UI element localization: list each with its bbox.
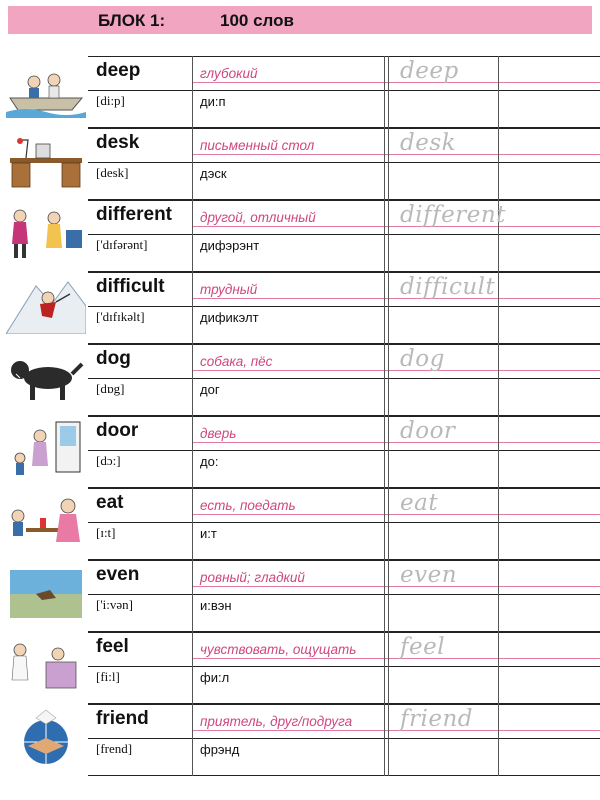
transcription: ['dɪfɪkəlt] xyxy=(96,309,145,324)
table-rule xyxy=(88,56,600,57)
table-rule xyxy=(192,200,193,272)
desk-icon xyxy=(6,132,86,190)
table-rule xyxy=(88,306,600,307)
table-rule xyxy=(384,704,385,776)
table-rule xyxy=(192,272,193,344)
russian-translation: приятель, друг/подруга xyxy=(200,714,353,729)
english-word: difficult xyxy=(96,276,165,297)
vocab-row xyxy=(0,344,600,416)
word-count: 100 слов xyxy=(220,11,294,30)
russian-pronunciation: дэск xyxy=(200,166,227,181)
table-rule xyxy=(192,416,193,488)
doctor-icon xyxy=(6,636,86,694)
table-rule xyxy=(88,738,600,739)
table-rule xyxy=(88,128,600,129)
handwriting-sample: difficult xyxy=(400,274,496,300)
table-rule xyxy=(498,128,499,200)
english-word: eat xyxy=(96,492,124,513)
transcription: ['dɪfərənt] xyxy=(96,237,148,252)
table-rule xyxy=(88,272,600,273)
climber-icon xyxy=(6,276,86,334)
table-rule xyxy=(192,704,193,776)
door-icon xyxy=(6,420,86,478)
russian-translation: дверь xyxy=(200,426,237,441)
table-rule xyxy=(88,200,600,201)
table-rule xyxy=(88,416,600,417)
table-rule xyxy=(384,56,385,128)
table-rule xyxy=(388,200,389,272)
handwriting-sample: even xyxy=(400,562,458,588)
vocab-row xyxy=(0,200,600,272)
table-rule xyxy=(88,594,600,595)
english-word: desk xyxy=(96,132,140,153)
handwriting-sample: eat xyxy=(400,490,439,516)
english-word: deep xyxy=(96,60,141,81)
table-rule xyxy=(384,416,385,488)
block-header xyxy=(8,6,592,34)
transcription: [frend] xyxy=(96,741,133,756)
handwriting-sample: friend xyxy=(400,706,474,732)
vocab-row xyxy=(0,560,600,632)
table-rule xyxy=(388,632,389,704)
table-rule xyxy=(88,632,600,633)
table-rule xyxy=(388,704,389,776)
table-rule xyxy=(192,658,600,659)
vocab-row xyxy=(0,416,600,488)
table-rule xyxy=(388,560,389,632)
table-rule xyxy=(384,272,385,344)
table-rule xyxy=(498,56,499,128)
table-rule xyxy=(192,560,193,632)
transcription: [fi:l] xyxy=(96,669,120,684)
english-word: feel xyxy=(96,636,129,657)
table-rule xyxy=(388,272,389,344)
handwriting-sample: desk xyxy=(400,130,457,156)
vocab-row xyxy=(0,632,600,704)
table-rule xyxy=(498,416,499,488)
russian-pronunciation: фи:л xyxy=(200,670,230,685)
handwriting-sample: different xyxy=(400,202,506,228)
eating-icon xyxy=(6,492,86,550)
table-rule xyxy=(192,632,193,704)
russian-translation: есть, поедать xyxy=(200,498,296,513)
table-rule xyxy=(88,344,600,345)
russian-translation: ровный; гладкий xyxy=(200,570,305,585)
table-rule xyxy=(498,704,499,776)
block-title: БЛОК 1: xyxy=(98,11,166,30)
table-rule xyxy=(88,775,600,776)
vocab-row xyxy=(0,56,600,128)
table-rule xyxy=(192,154,600,155)
table-rule xyxy=(88,234,600,235)
table-rule xyxy=(384,560,385,632)
transcription: [di:p] xyxy=(96,93,125,108)
handwriting-sample: dog xyxy=(400,346,445,372)
table-rule xyxy=(388,128,389,200)
russian-translation: собака, пёс xyxy=(200,354,273,369)
table-rule xyxy=(498,272,499,344)
people-icon xyxy=(6,204,86,262)
table-rule xyxy=(498,632,499,704)
russian-translation: глубокий xyxy=(200,66,258,81)
table-rule xyxy=(192,56,193,128)
russian-pronunciation: фрэнд xyxy=(200,742,240,757)
vocab-row xyxy=(0,272,600,344)
russian-pronunciation: и:вэн xyxy=(200,598,232,613)
table-rule xyxy=(384,488,385,560)
table-rule xyxy=(498,488,499,560)
table-rule xyxy=(388,344,389,416)
table-rule xyxy=(384,632,385,704)
table-rule xyxy=(192,128,193,200)
russian-pronunciation: ди:п xyxy=(200,94,226,109)
english-word: even xyxy=(96,564,140,585)
transcription: [dɔ:] xyxy=(96,453,121,468)
table-rule xyxy=(388,416,389,488)
transcription: [ɪ:t] xyxy=(96,525,116,540)
handshake-globe-icon xyxy=(6,708,86,766)
vocab-row xyxy=(0,704,600,776)
handwriting-sample: door xyxy=(400,418,456,444)
russian-translation: письменный стол xyxy=(200,138,315,153)
table-rule xyxy=(88,560,600,561)
transcription: [dɒg] xyxy=(96,381,125,396)
russian-translation: другой, отличный xyxy=(200,210,316,225)
table-rule xyxy=(384,200,385,272)
table-rule xyxy=(192,488,193,560)
russian-translation: трудный xyxy=(200,282,258,297)
table-rule xyxy=(192,82,600,83)
table-rule xyxy=(388,488,389,560)
table-rule xyxy=(192,226,600,227)
handwriting-sample: feel xyxy=(400,634,446,660)
table-rule xyxy=(88,488,600,489)
water-icon xyxy=(6,564,86,622)
english-word: dog xyxy=(96,348,131,369)
table-rule xyxy=(88,90,600,91)
transcription: [desk] xyxy=(96,165,129,180)
table-rule xyxy=(192,344,193,416)
table-rule xyxy=(498,560,499,632)
table-rule xyxy=(88,378,600,379)
table-rule xyxy=(88,704,600,705)
table-rule xyxy=(498,344,499,416)
table-rule xyxy=(388,56,389,128)
table-rule xyxy=(384,128,385,200)
table-rule xyxy=(88,522,600,523)
russian-translation: чувствовать, ощущать xyxy=(200,642,357,657)
table-rule xyxy=(192,730,600,731)
russian-pronunciation: и:т xyxy=(200,526,217,541)
table-rule xyxy=(88,666,600,667)
vocab-row xyxy=(0,128,600,200)
vocab-row xyxy=(0,488,600,560)
transcription: ['i:vən] xyxy=(96,597,133,612)
boat-fishing-icon xyxy=(6,60,86,118)
english-word: different xyxy=(96,204,172,225)
dog-icon xyxy=(6,348,86,406)
table-rule xyxy=(192,298,600,299)
table-rule xyxy=(384,344,385,416)
russian-pronunciation: дификэлт xyxy=(200,310,259,325)
russian-pronunciation: дифэрэнт xyxy=(200,238,260,253)
russian-pronunciation: дог xyxy=(200,382,220,397)
table-rule xyxy=(192,442,600,443)
english-word: friend xyxy=(96,708,149,729)
table-rule xyxy=(192,514,600,515)
table-rule xyxy=(192,370,600,371)
table-rule xyxy=(192,586,600,587)
table-rule xyxy=(88,450,600,451)
handwriting-sample: deep xyxy=(400,58,459,84)
table-rule xyxy=(88,162,600,163)
english-word: door xyxy=(96,420,139,441)
russian-pronunciation: до: xyxy=(200,454,219,469)
